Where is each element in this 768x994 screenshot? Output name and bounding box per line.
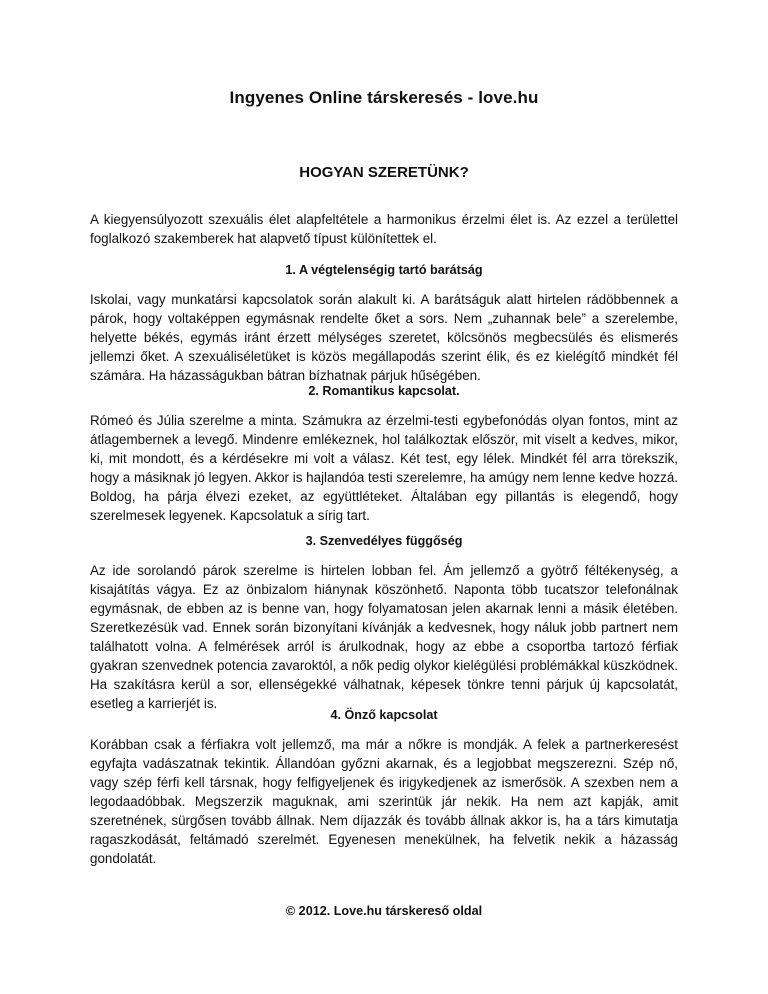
main-heading: HOGYAN SZERETÜNK? (299, 164, 469, 181)
section-body-2: Rómeó és Júlia szerelme a minta. Számukra az érzelmi-testi egybefonódás olyan fontos, mint az átlagembernek a levegő. Mindenre emlékeznek, hol találkoztak először, mit viselt a kedves, mikor, ki, mit mondott, és a kérdésekre mi volt a válasz. Két test, egy lélek. Mindkét fél arra törekszik, hogy a másiknak jó legyen. Akkor is hajlandóa testi szerelemre, ha amúgy nem lenne kedve hozzá. Boldog, ha párja élvezi ezeket, az együttléteket. Általában egy pillantás is elegendő, hogy szerelmesek legyenek. Kapcsolatuk a sírig tart. (90, 413, 678, 523)
section-heading-2: 2. Romantikus kapcsolat. (308, 384, 460, 398)
document-title: Ingyenes Online társkeresés - love.hu (229, 88, 539, 107)
section-body-4: Korábban csak a férfiakra volt jellemző, ma már a nőkre is mondják. A felek a partnerkeresést egyfajta vadászatnak tekintik. Állandóan győzni akarnak, és a legjobbat megszerezni. Szép nő, vagy szép férfi kell társnak, hogy felfigyeljenek és irigykedjenek az ismerősök. A szexben nem a legodaadóbbak. Megszerzik maguknak, ami szerintük jár nekik. Ha nem azt kapják, amit szeretnének, sürgősen tovább állnak. Nem díjazzák és tovább állnak akkor is, ha a társ kimutatja ragaszkodását, feltámadó szerelmét. Egyenesen menekülnek, ha felvetik nekik a házasság gondolatát. (90, 737, 678, 866)
intro-paragraph: A kiegyensúlyozott szexuális élet alapfeltétele a harmonikus érzelmi élet is. Az ezzel a területtel foglalkozó szakemberek hat alapvető típust különítettek el. (90, 212, 678, 246)
section-heading-1: 1. A végtelenségig tartó barátság (285, 263, 483, 277)
section-heading-4: 4. Önző kapcsolat (330, 708, 438, 722)
section-body-3: Az ide sorolandó párok szerelme is hirtelen lobban fel. Ám jellemző a gyötrő féltékenység, a kisajátítás vágya. Ez az önbizalom hiánynak köszönhető. Naponta több tucatszor telefonálnak egymásnak, de ebben az is benne van, hogy folyamatosan jelen akarnak lenni a másik életében. Szeretkezésük vad. Ennek során bizonyítani kívánják a kedvesnek, hogy náluk jobb partnert nem találhatott volna. A felmérések arról is árulkodnak, hogy az ebbe a csoportba tartozó férfiak gyakran szenvednek potencia zavaroktól, a nők pedig olykor kielégülési problémákkal küszködnek. Ha szakításra kerül a sor, ellenségekké válhatnak, képesek tönkre tenni párjuk új kapcsolatát, esetleg a karrierjét is. (90, 563, 678, 711)
section-body-1: Iskolai, vagy munkatársi kapcsolatok során alakult ki. A barátságuk alatt hirtelen rádöbbennek a párok, hogy voltaképpen egymásnak rendelte őket a sors. Nem „zuhannak bele” a szerelembe, helyette békés, egymás iránt érzett mélységes szeretet, kölcsönös megbecsülés és elismerés jellemzi őket. A szexuáliséletüket is közös megállapodás szerint élik, és ez kielégítő mindkét fél számára. Ha házasságukban bátran bízhatnak párjuk hűségében. (90, 292, 678, 383)
page-footer: © 2012. Love.hu társkereső oldal (285, 904, 483, 918)
section-heading-3: 3. Szenvedélyes függőség (305, 534, 463, 548)
